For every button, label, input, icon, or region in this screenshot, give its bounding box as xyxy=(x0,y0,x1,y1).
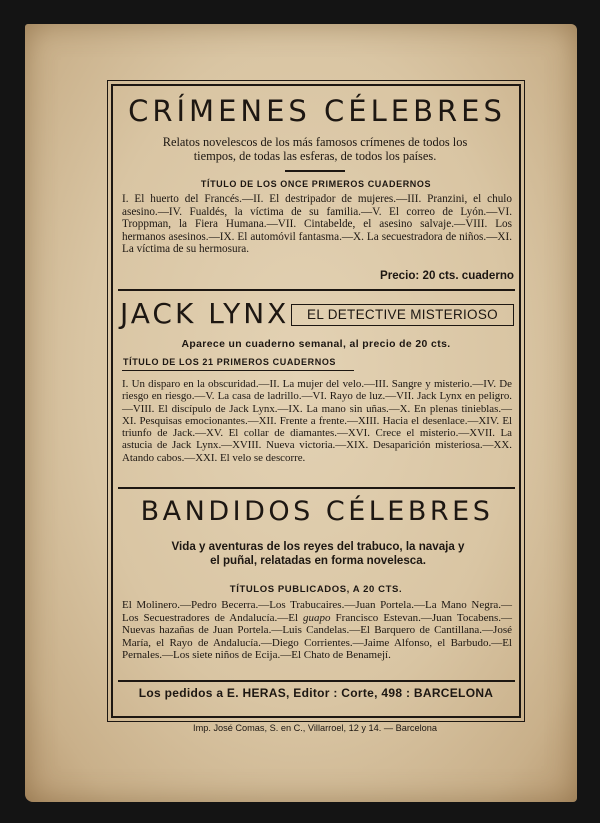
jack-subtitle-box xyxy=(291,304,514,326)
jack-announce: Aparece un cuaderno semanal, al precio de 20 cts. xyxy=(181,339,451,350)
separator-3 xyxy=(118,680,515,682)
orders-line: Los pedidos a E. HERAS, Editor : Corte, 498 : BARCELONA xyxy=(138,686,494,700)
bandidos-list-part-a: El Molinero.—Pedro Becerra.—Los Trabucaires.—Juan Portela.—La Mano Negra.—Los Secuestradores de Andalucía.—El xyxy=(122,599,512,624)
jack-list: I. Un disparo en la obscuridad.—II. La mujer del velo.—III. Sangre y misterio.—IV. De riesgo en riesgo.—V. La casa de ladrillo.—VI. Rayo de luz.—VII. Jack Lynx en peligro.—VIII. El discípulo de Jack Lynx.—IX. La mano sin uñas.—X. En plenas tinieblas.—XI. Pesquisas emocionantes.—XII. Frente a frente.—XIII. Hacia el desenlace.—XIV. El triunfo de Jack.—XV. El collar de diamantes.—XVI. Crece el misterio.—XVII. La astucia de Jack Lynx.—XVIII. Nueva victoria.—XIX. Desaparición misteriosa.—XX. Atando cabos.—XXI. El velo se descorre. xyxy=(122,378,512,464)
bandidos-list xyxy=(122,599,512,662)
bandidos-list-part-b: Francisco Estevan.—Juan Tocabens.—Nuevas hazañas de Juan Portela.—Luis Candelas.—El Barquero de Cantillana.—José María, el Rayo de Andalucía.—Diego Corrientes.—Jaime Alfonso, el Barbudo.—El Pernales.—Los siete niños de Ecija.—El Chato de Benamejí. xyxy=(122,611,512,662)
crimenes-list: I. El huerto del Francés.—II. El destripador de mujeres.—III. Pranzini, el chulo asesino.—IV. Fualdés, la víctima de su familia.—V. El correo de Lyón.—VI. Troppman, la Fiera Humana.—VII. Cintabelde, el asesino salvaje.—VIII. Los hermanos asesinos.—IX. El automóvil fantasma.—X. La secuestradora de niños.—XI. La víctima de su hermosura. xyxy=(122,193,512,256)
bandidos-list-guapo: guapo xyxy=(303,611,331,624)
jack-title: JACK LYNX xyxy=(120,297,290,330)
crimenes-list-heading: TÍTULO DE LOS ONCE PRIMEROS CUADERNOS xyxy=(200,179,432,189)
crimenes-price: Precio: 20 cts. cuaderno xyxy=(379,269,514,282)
separator-2 xyxy=(118,487,515,489)
imprint-line: Imp. José Comas, S. en C., Villarroel, 12 y 14. — Barcelona xyxy=(193,723,437,733)
bandidos-title: BANDIDOS CÉLEBRES xyxy=(140,496,494,527)
crimenes-subtitle: Relatos novelescos de los más famosos crímenes de todos los tiempos, de todas las esferas, de todos los países. xyxy=(162,135,468,163)
jack-list-heading: TÍTULO DE LOS 21 PRIMEROS CUADERNOS xyxy=(123,357,337,367)
crimenes-title: CRÍMENES CÉLEBRES xyxy=(128,94,506,128)
jack-subtitle: EL DETECTIVE MISTERIOSO xyxy=(307,307,498,322)
crimenes-rule xyxy=(285,170,345,172)
bandidos-subtitle: Vida y aventuras de los reyes del trabuco, la navaja y el puñal, relatadas en forma novelesca. xyxy=(171,540,465,567)
jack-heading-underline xyxy=(122,370,354,371)
separator-1 xyxy=(118,289,515,291)
bandidos-list-heading: TÍTULOS PUBLICADOS, A 20 CTS. xyxy=(229,584,403,595)
